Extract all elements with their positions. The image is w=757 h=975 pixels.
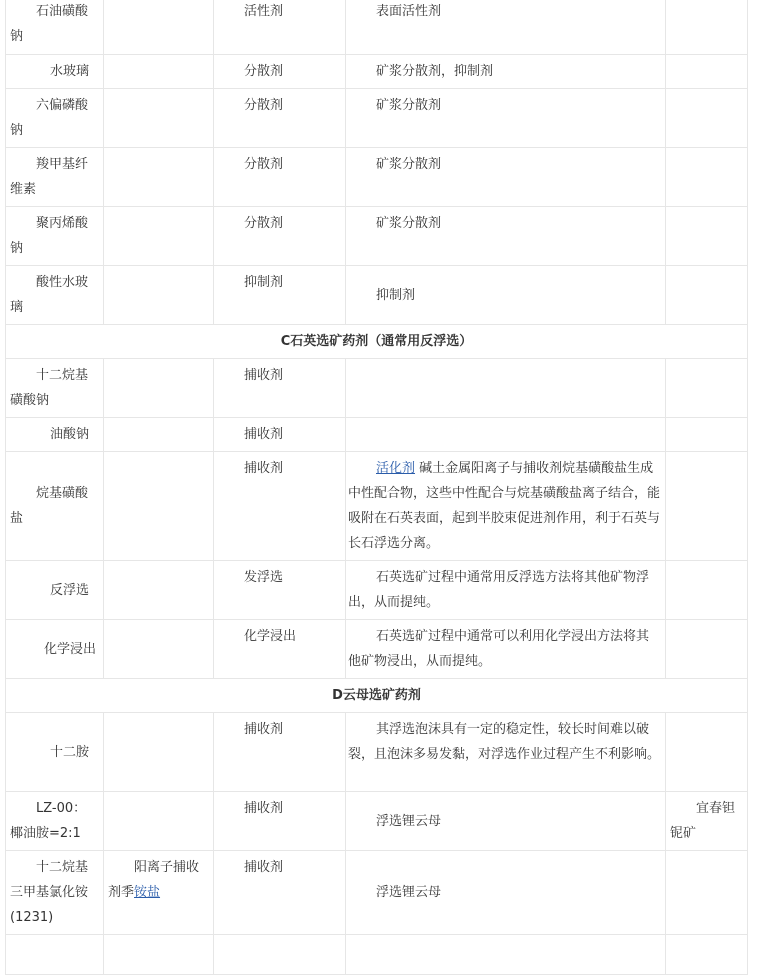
reagent-description: 矿浆分散剂，抑制剂 bbox=[346, 55, 666, 89]
section-header bbox=[6, 325, 748, 359]
reagent-type: 分散剂 bbox=[214, 89, 346, 148]
table-row bbox=[6, 561, 748, 620]
reagent-type: 捕收剂 bbox=[214, 452, 346, 561]
table-row bbox=[6, 55, 748, 89]
reagent-type: 捕收剂 bbox=[214, 792, 346, 851]
reagent-type: 抑制剂 bbox=[214, 266, 346, 325]
reagent-description bbox=[346, 418, 666, 452]
reagents-table bbox=[5, 0, 748, 975]
reagent-description: 矿浆分散剂 bbox=[346, 207, 666, 266]
reagent-type: 分散剂 bbox=[214, 148, 346, 207]
table-row bbox=[6, 851, 748, 935]
reagent-formula bbox=[104, 418, 214, 452]
reagent-formula bbox=[104, 359, 214, 418]
table-row bbox=[6, 713, 748, 792]
reagent-name: 六偏磷酸钠 bbox=[6, 89, 104, 148]
reagent-description: 石英选矿过程中通常可以利用化学浸出方法将其他矿物浸出，从而提纯。 bbox=[346, 620, 666, 679]
reagent-name: 十二烷基磺酸钠 bbox=[6, 359, 104, 418]
reagent-name: 十二胺 bbox=[6, 713, 104, 792]
reagent-formula bbox=[104, 792, 214, 851]
table-row bbox=[6, 207, 748, 266]
section-header bbox=[6, 679, 748, 713]
table-row bbox=[6, 266, 748, 325]
table-row bbox=[6, 0, 748, 55]
reagent-note bbox=[666, 418, 748, 452]
reagent-formula bbox=[104, 207, 214, 266]
ammonium-salt-link[interactable]: 铵盐 bbox=[134, 885, 161, 900]
reagent-formula: 阳离子捕收剂季铵盐 bbox=[104, 851, 214, 935]
reagent-type: 发浮选 bbox=[214, 561, 346, 620]
reagent-type: 捕收剂 bbox=[214, 359, 346, 418]
activator-link[interactable]: 活化剂 bbox=[376, 461, 416, 476]
table-row bbox=[6, 148, 748, 207]
reagent-name: 水玻璃 bbox=[6, 55, 104, 89]
reagent-note bbox=[666, 266, 748, 325]
reagent-name: 石油磺酸钠 bbox=[6, 0, 104, 55]
reagent-description: 其浮选泡沫具有一定的稳定性，较长时间难以破裂，且泡沫多易发黏，对浮选作业过程产生不利影响。 bbox=[346, 713, 666, 792]
reagent-formula bbox=[104, 620, 214, 679]
reagent-formula bbox=[104, 148, 214, 207]
table-row bbox=[6, 620, 748, 679]
reagent-type: 捕收剂 bbox=[214, 418, 346, 452]
reagent-formula bbox=[104, 55, 214, 89]
reagent-type: 捕收剂 bbox=[214, 851, 346, 935]
reagent-description: 抑制剂 bbox=[346, 266, 666, 325]
reagent-name: 反浮选 bbox=[6, 561, 104, 620]
section-title: D云母选矿药剂 bbox=[6, 679, 748, 713]
reagent-name: 烷基磺酸盐 bbox=[6, 452, 104, 561]
reagent-description: 矿浆分散剂 bbox=[346, 89, 666, 148]
reagent-description bbox=[346, 359, 666, 418]
table-row bbox=[6, 359, 748, 418]
reagent-type: 活性剂 bbox=[214, 0, 346, 55]
reagent-formula bbox=[104, 561, 214, 620]
section-title: C石英选矿药剂（通常用反浮选） bbox=[6, 325, 748, 359]
table-row bbox=[6, 792, 748, 851]
reagent-description: 浮选锂云母 bbox=[346, 851, 666, 935]
reagent-formula bbox=[104, 713, 214, 792]
reagent-description: 活化剂 碱土金属阳离子与捕收剂烷基磺酸盐生成中性配合物，这些中性配合与烷基磺酸盐离子结合，能吸附在石英表面，起到半胶束促进剂作用，利于石英与长石浮选分离。 bbox=[346, 452, 666, 561]
reagent-name: 羧甲基纤维素 bbox=[6, 148, 104, 207]
reagent-note bbox=[666, 359, 748, 418]
reagent-note bbox=[666, 55, 748, 89]
reagent-note bbox=[666, 148, 748, 207]
reagent-name: 化学浸出 bbox=[6, 620, 104, 679]
reagent-note bbox=[666, 89, 748, 148]
reagent-type: 分散剂 bbox=[214, 207, 346, 266]
reagent-note bbox=[666, 0, 748, 55]
reagent-type: 化学浸出 bbox=[214, 620, 346, 679]
reagent-formula bbox=[104, 0, 214, 55]
table-row bbox=[6, 452, 748, 561]
reagent-description: 石英选矿过程中通常用反浮选方法将其他矿物浮出，从而提纯。 bbox=[346, 561, 666, 620]
reagent-note bbox=[666, 851, 748, 935]
reagent-name: LZ-00：椰油胺=2:1 bbox=[6, 792, 104, 851]
reagent-note bbox=[666, 452, 748, 561]
reagent-name: 油酸钠 bbox=[6, 418, 104, 452]
reagent-note bbox=[666, 620, 748, 679]
table-row bbox=[6, 89, 748, 148]
reagent-name: 十二烷基三甲基氯化铵(1231) bbox=[6, 851, 104, 935]
reagent-formula bbox=[104, 452, 214, 561]
reagent-name: 酸性水玻璃 bbox=[6, 266, 104, 325]
reagent-type: 捕收剂 bbox=[214, 713, 346, 792]
table-row bbox=[6, 935, 748, 975]
reagent-description: 表面活性剂 bbox=[346, 0, 666, 55]
reagent-description: 矿浆分散剂 bbox=[346, 148, 666, 207]
reagent-note bbox=[666, 713, 748, 792]
reagent-note bbox=[666, 207, 748, 266]
reagent-name: 聚丙烯酸钠 bbox=[6, 207, 104, 266]
reagent-note: 宜春钽铌矿 bbox=[666, 792, 748, 851]
table-row bbox=[6, 418, 748, 452]
reagent-type: 分散剂 bbox=[214, 55, 346, 89]
reagent-formula bbox=[104, 266, 214, 325]
reagent-formula bbox=[104, 89, 214, 148]
reagent-description: 浮选锂云母 bbox=[346, 792, 666, 851]
reagent-note bbox=[666, 561, 748, 620]
